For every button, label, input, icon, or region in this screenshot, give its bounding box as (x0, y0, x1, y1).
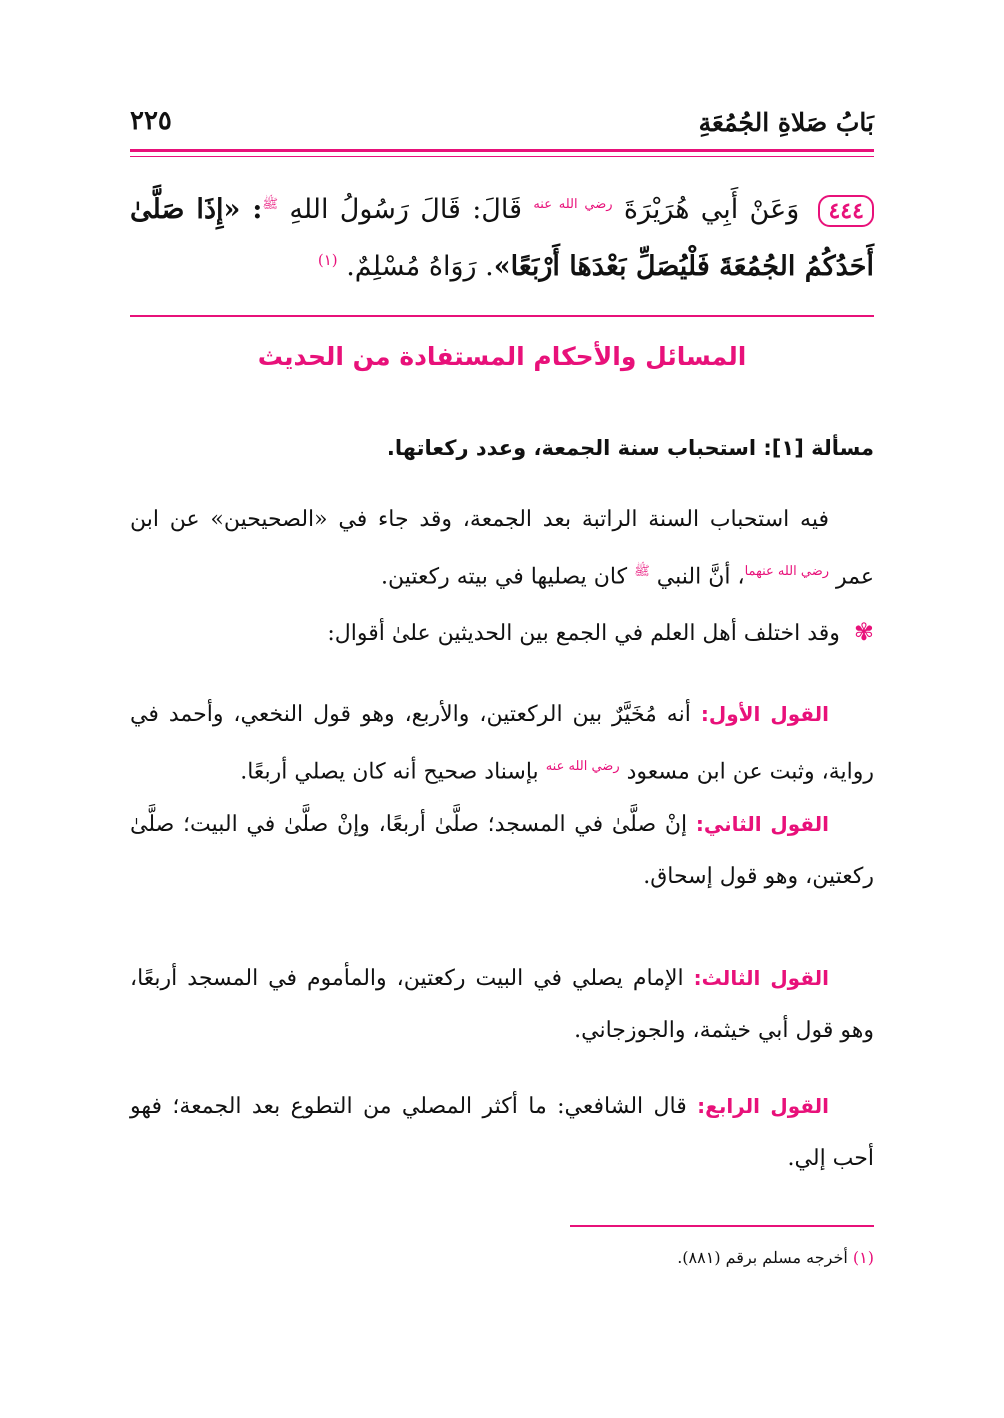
opinion-text: قال الشافعي: ما أكثر المصلي من التطوع بعد الجمعة؛ فهو أحب إلي. (130, 1094, 874, 1171)
lead-text: وقد اختلف أهل العلم في الجمع بين الحديثين علىٰ أقوال: (327, 621, 840, 646)
flower-icon: ✾ (853, 618, 874, 646)
opinion-1 (130, 688, 874, 798)
page-number: ٢٢٥ (130, 106, 172, 136)
hadith-quote: : «إِذَا صَلَّىٰ أَحَدُكُمُ الجُمُعَةَ فَلْيُصَلِّ بَعْدَهَا أَرْبَعًا» (130, 194, 874, 282)
opinion-text: أنه مُخَيَّرٌ بين الركعتين، والأربع، وهو قول النخعي، وأحمد في رواية، وثبت عن ابن مسعود (130, 702, 874, 785)
lead-paragraph (130, 606, 874, 660)
hadith-text-before: وَعَنْ أَبِي هُرَيْرَةَ (623, 194, 800, 225)
footnote-rule (570, 1225, 874, 1227)
section-title: المسائل والأحكام المستفادة من الحديث (257, 342, 747, 371)
footnote (130, 1248, 874, 1267)
header-rule-thin (130, 156, 874, 157)
hadith-text-mid: قَالَ: قَالَ رَسُولُ اللهِ (289, 194, 523, 225)
page-header (130, 100, 874, 140)
intro-text-2: ، أنَّ النبي (656, 564, 745, 590)
opinion-label: القول الثالث: (693, 966, 829, 990)
opinion-text-2: بإسناد صحيح أنه كان يصلي أربعًا. (240, 759, 539, 785)
opinion-label: القول الرابع: (697, 1094, 829, 1118)
header-rule-thick (130, 149, 874, 152)
intro-paragraph (130, 494, 874, 603)
hadith-text (130, 180, 874, 292)
hadith-number-badge: ٤٤٤ (818, 195, 873, 227)
opinion-3 (130, 952, 874, 1057)
intro-text-3: كان يصليها في بيته ركعتين. (381, 564, 628, 590)
opinion-2 (130, 798, 874, 903)
honorific-companion: رضي الله عنهما (744, 564, 830, 579)
footnote-reference: (١) (317, 251, 338, 269)
honorific-prophet: ﷺ (634, 564, 650, 579)
hadith-source: . رَوَاهُ مُسْلِمٌ. (346, 251, 494, 282)
chapter-title: بَابُ صَلاةِ الجُمُعَةِ (698, 108, 874, 137)
intro-text-1: فيه استحباب السنة الراتبة بعد الجمعة، وقد جاء في «الصحيحين» عن ابن عمر (130, 507, 874, 590)
footnote-text: أخرجه مسلم برقم (٨٨١). (677, 1248, 848, 1267)
footnote-number: (١) (852, 1248, 874, 1267)
section-divider (130, 315, 874, 317)
opinion-text: الإمام يصلي في البيت ركعتين، والمأموم في المسجد أربعًا، وهو قول أبي خيثمة، والجوزجاني. (130, 966, 874, 1043)
honorific-companion: رضي الله عنه (545, 759, 620, 774)
honorific-prophet: ﷺ (262, 197, 279, 212)
honorific-companion: رضي الله عنه (533, 197, 613, 212)
issue-heading: مسألة [١]: استحباب سنة الجمعة، وعدد ركعاتها. (386, 436, 874, 460)
opinion-label: القول الأول: (700, 702, 829, 726)
opinion-label: القول الثاني: (695, 812, 829, 836)
opinion-4 (130, 1080, 874, 1185)
opinion-text: إنْ صلَّىٰ في المسجد؛ صلَّىٰ أربعًا، وإنْ صلَّىٰ في البيت؛ صلَّىٰ ركعتين، وهو قول إسحاق. (130, 812, 874, 889)
